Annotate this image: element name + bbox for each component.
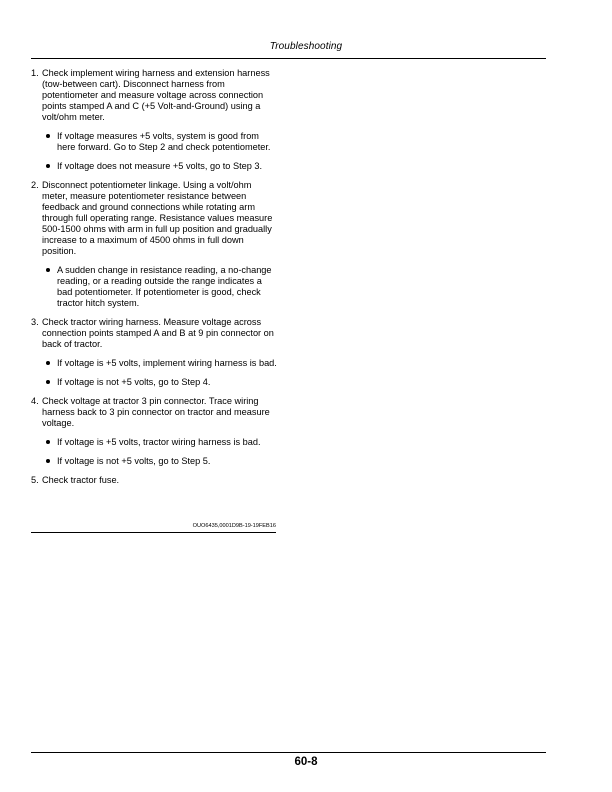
bullet-item	[44, 377, 279, 388]
step-number: 5.	[31, 475, 39, 485]
bullet-icon	[46, 440, 50, 444]
step-number: 4.	[31, 396, 39, 406]
bullet-text: If voltage is +5 volts, implement wiring harness is bad.	[57, 358, 277, 368]
bullet-item	[44, 265, 279, 309]
step-text: Check tractor fuse.	[42, 475, 120, 485]
step-4	[31, 396, 279, 467]
step-number: 1.	[31, 68, 39, 78]
bullet-item	[44, 161, 279, 172]
bullet-item	[44, 131, 279, 153]
page-header-title: Troubleshooting	[269, 41, 343, 52]
bullet-item	[44, 437, 279, 448]
bullet-icon	[46, 459, 50, 463]
step-text: Check tractor wiring harness. Measure voltage across connection points stamped A and B at 9 pin connector on back of tractor.	[42, 317, 274, 349]
step-number: 3.	[31, 317, 39, 327]
bullet-icon	[46, 361, 50, 365]
step-bullets	[42, 437, 279, 467]
bullet-icon	[46, 134, 50, 138]
troubleshooting-steps	[31, 68, 279, 494]
bullet-icon	[46, 268, 50, 272]
step-bullets	[42, 131, 279, 172]
bullet-text: If voltage is not +5 volts, go to Step 4.	[57, 377, 211, 387]
step-1	[31, 68, 279, 172]
step-number: 2.	[31, 180, 39, 190]
bullet-text: If voltage is not +5 volts, go to Step 5.	[57, 456, 211, 466]
bullet-text: If voltage is +5 volts, tractor wiring harness is bad.	[57, 437, 261, 447]
document-reference-code: OUO6435,0001D9B-19-19FEB16	[192, 523, 276, 529]
bullet-item	[44, 456, 279, 467]
bullet-text: If voltage does not measure +5 volts, go to Step 3.	[57, 161, 263, 171]
step-5	[31, 475, 279, 486]
step-text: Check implement wiring harness and extension harness (tow-between cart). Disconnect harness from potentiometer and measure voltage across connection points stamped A and C (+5 Volt-and-Ground) using a volt/ohm meter.	[42, 68, 270, 122]
header-divider	[31, 58, 546, 59]
reference-divider	[31, 532, 276, 533]
page-number: 60-8	[294, 756, 318, 768]
step-text: Disconnect potentiometer linkage. Using a volt/ohm meter, measure potentiometer resistance between feedback and ground connections while rotating arm through full operating range. Resistance values measure 500-1500 ohms with arm in full up position and gradually increase to a maximum of 4500 ohms in full down position.	[42, 180, 273, 256]
step-bullets	[42, 358, 279, 388]
bullet-icon	[46, 380, 50, 384]
step-3	[31, 317, 279, 388]
step-2	[31, 180, 279, 309]
bullet-icon	[46, 164, 50, 168]
bullet-text: If voltage measures +5 volts, system is good from here forward. Go to Step 2 and check potentiometer.	[57, 131, 271, 152]
bullet-item	[44, 358, 279, 369]
bullet-text: A sudden change in resistance reading, a no-change reading, or a reading outside the range indicates a bad potentiometer. If potentiometer is good, check tractor hitch system.	[57, 265, 272, 308]
step-bullets	[42, 265, 279, 309]
step-text: Check voltage at tractor 3 pin connector. Trace wiring harness back to 3 pin connector on tractor and measure voltage.	[42, 396, 270, 428]
footer-divider	[31, 752, 546, 753]
